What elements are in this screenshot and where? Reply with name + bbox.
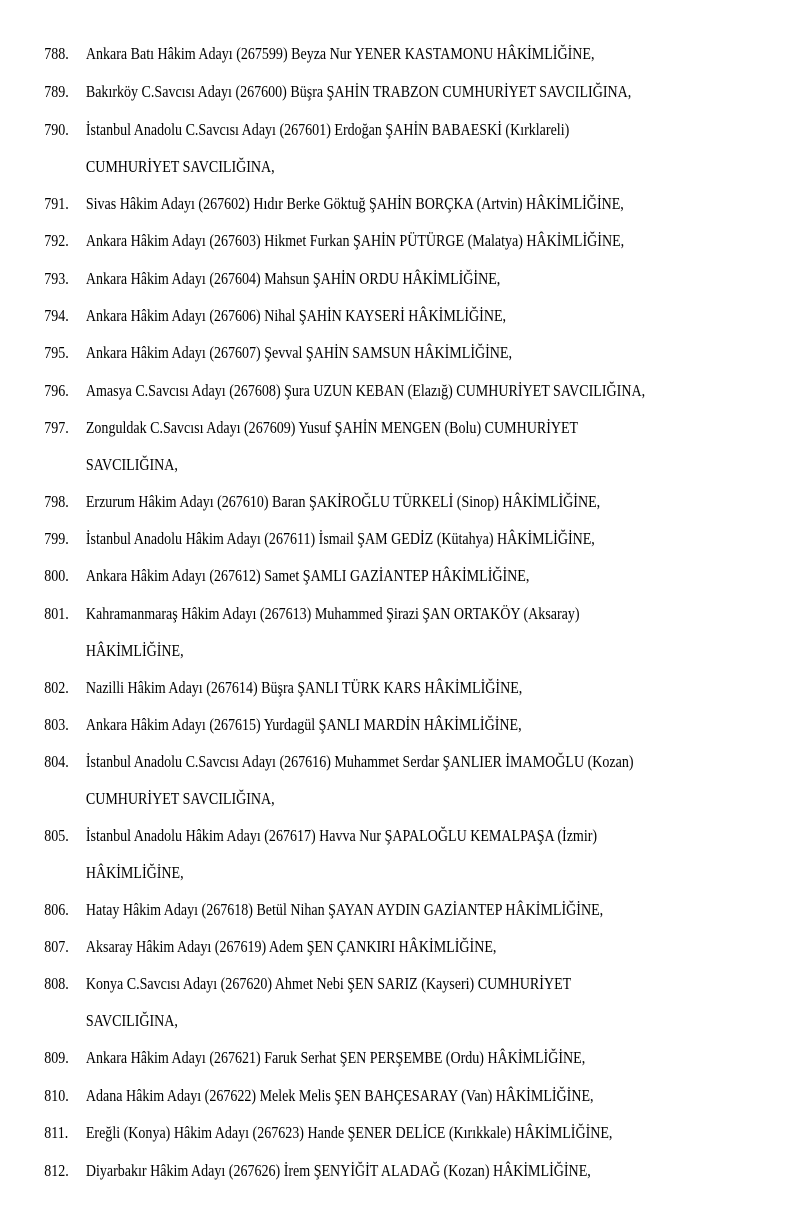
- item-number: 804.: [44, 752, 69, 771]
- item-text: Ankara Hâkim Adayı (267615) Yurdagül ŞANLI MARDİN HÂKİMLİĞİNE,: [85, 715, 522, 734]
- item-number: 809.: [44, 1048, 69, 1067]
- item-text: Bakırköy C.Savcısı Adayı (267600) Büşra ŞAHİN TRABZON CUMHURİYET SAVCILIĞINA,: [85, 82, 632, 101]
- item-text-continuation: SAVCILIĞINA,: [85, 455, 178, 474]
- item-text: İstanbul Anadolu Hâkim Adayı (267617) Havva Nur ŞAPALOĞLU KEMALPAŞA (İzmir): [85, 826, 598, 845]
- item-number: 796.: [44, 381, 69, 400]
- item-number: 793.: [44, 269, 69, 288]
- item-text-continuation: CUMHURİYET SAVCILIĞINA,: [85, 789, 275, 808]
- item-text: Kahramanmaraş Hâkim Adayı (267613) Muhammed Şirazi ŞAN ORTAKÖY (Aksaray): [85, 604, 580, 623]
- item-text: Amasya C.Savcısı Adayı (267608) Şura UZUN KEBAN (Elazığ) CUMHURİYET SAVCILIĞINA,: [85, 381, 646, 400]
- item-number: 789.: [44, 82, 69, 101]
- item-text: Aksaray Hâkim Adayı (267619) Adem ŞEN ÇANKIRI HÂKİMLİĞİNE,: [85, 937, 497, 956]
- item-number: 792.: [44, 231, 69, 250]
- item-number: 810.: [44, 1086, 69, 1105]
- item-number: 790.: [44, 120, 69, 139]
- item-text: İstanbul Anadolu C.Savcısı Adayı (267601) Erdoğan ŞAHİN BABAESKİ (Kırklareli): [85, 120, 570, 139]
- item-text-continuation: CUMHURİYET SAVCILIĞINA,: [85, 157, 275, 176]
- item-number: 795.: [44, 343, 69, 362]
- item-text: Ankara Hâkim Adayı (267606) Nihal ŞAHİN KAYSERİ HÂKİMLİĞİNE,: [85, 306, 507, 325]
- item-text: Erzurum Hâkim Adayı (267610) Baran ŞAKİROĞLU TÜRKELİ (Sinop) HÂKİMLİĞİNE,: [85, 492, 601, 511]
- item-number: 805.: [44, 826, 69, 845]
- item-number: 799.: [44, 529, 69, 548]
- item-number: 800.: [44, 566, 69, 585]
- item-text: Ankara Hâkim Adayı (267612) Samet ŞAMLI GAZİANTEP HÂKİMLİĞİNE,: [85, 566, 530, 585]
- item-number: 788.: [44, 44, 69, 63]
- item-text-continuation: SAVCILIĞINA,: [85, 1011, 178, 1030]
- item-text: Adana Hâkim Adayı (267622) Melek Melis ŞEN BAHÇESARAY (Van) HÂKİMLİĞİNE,: [85, 1086, 594, 1105]
- item-number: 802.: [44, 678, 69, 697]
- item-text: Ankara Hâkim Adayı (267603) Hikmet Furkan ŞAHİN PÜTÜRGE (Malatya) HÂKİMLİĞİNE,: [85, 231, 625, 250]
- item-number: 808.: [44, 974, 69, 993]
- item-number: 794.: [44, 306, 69, 325]
- item-text: Ankara Hâkim Adayı (267607) Şevval ŞAHİN SAMSUN HÂKİMLİĞİNE,: [85, 343, 513, 362]
- item-text: Sivas Hâkim Adayı (267602) Hıdır Berke Göktuğ ŞAHİN BORÇKA (Artvin) HÂKİMLİĞİNE,: [85, 194, 624, 213]
- item-text-continuation: HÂKİMLİĞİNE,: [85, 641, 184, 660]
- item-text-continuation: HÂKİMLİĞİNE,: [85, 863, 184, 882]
- item-number: 812.: [44, 1161, 69, 1180]
- item-text: Ereğli (Konya) Hâkim Adayı (267623) Hande ŞENER DELİCE (Kırıkkale) HÂKİMLİĞİNE,: [85, 1123, 613, 1142]
- item-number: 798.: [44, 492, 69, 511]
- item-text: Ankara Batı Hâkim Adayı (267599) Beyza Nur YENER KASTAMONU HÂKİMLİĞİNE,: [85, 44, 595, 63]
- item-text: İstanbul Anadolu Hâkim Adayı (267611) İsmail ŞAM GEDİZ (Kütahya) HÂKİMLİĞİNE,: [85, 529, 595, 548]
- item-number: 806.: [44, 900, 69, 919]
- item-text: Zonguldak C.Savcısı Adayı (267609) Yusuf ŞAHİN MENGEN (Bolu) CUMHURİYET: [85, 418, 579, 437]
- item-text: İstanbul Anadolu C.Savcısı Adayı (267616) Muhammet Serdar ŞANLIER İMAMOĞLU (Kozan): [85, 752, 634, 771]
- item-number: 811.: [44, 1123, 69, 1142]
- item-number: 801.: [44, 604, 69, 623]
- item-text: Diyarbakır Hâkim Adayı (267626) İrem ŞENYİĞİT ALADAĞ (Kozan) HÂKİMLİĞİNE,: [85, 1161, 591, 1180]
- item-number: 807.: [44, 937, 69, 956]
- item-number: 803.: [44, 715, 69, 734]
- item-text: Konya C.Savcısı Adayı (267620) Ahmet Nebi ŞEN SARIZ (Kayseri) CUMHURİYET: [85, 974, 572, 993]
- item-text: Ankara Hâkim Adayı (267604) Mahsun ŞAHİN ORDU HÂKİMLİĞİNE,: [85, 269, 501, 288]
- item-number: 797.: [44, 418, 69, 437]
- item-text: Nazilli Hâkim Adayı (267614) Büşra ŞANLI TÜRK KARS HÂKİMLİĞİNE,: [85, 678, 523, 697]
- item-text: Ankara Hâkim Adayı (267621) Faruk Serhat ŞEN PERŞEMBE (Ordu) HÂKİMLİĞİNE,: [85, 1048, 586, 1067]
- item-text: Hatay Hâkim Adayı (267618) Betül Nihan ŞAYAN AYDIN GAZİANTEP HÂKİMLİĞİNE,: [85, 900, 604, 919]
- item-number: 791.: [44, 194, 69, 213]
